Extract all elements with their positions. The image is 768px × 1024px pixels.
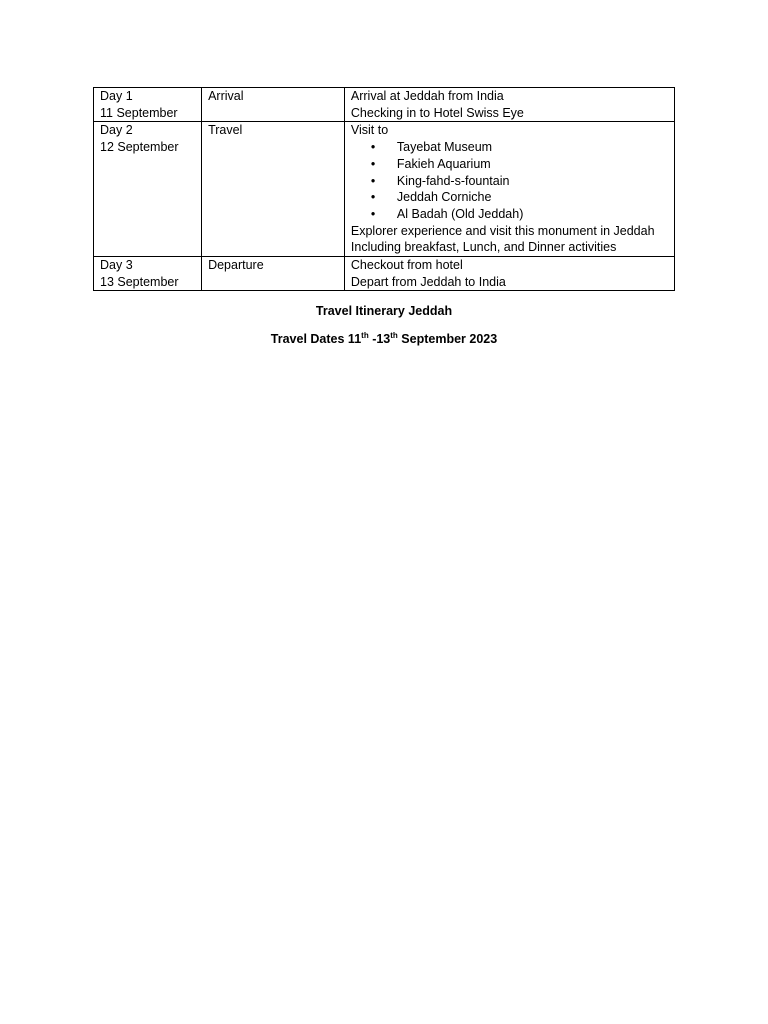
day-date: 12 September [100,140,179,155]
list-item [351,156,668,173]
travel-dates-mid: -13 [368,332,391,346]
bullet-icon: • [370,206,376,221]
stop-name: Jeddah Corniche [396,190,492,205]
list-item [351,189,668,206]
day-type: Arrival [208,89,244,103]
list-item [351,139,668,156]
bullet-icon: • [370,190,376,205]
detail-line: Depart from Jeddah to India [350,274,506,289]
detail-line: Including breakfast, Lunch, and Dinner activities [350,240,617,255]
day-cell [94,88,202,122]
bullet-icon: • [370,156,376,171]
table-row [94,88,675,122]
list-item [351,173,668,190]
details-cell [344,122,674,257]
details-cell [344,257,674,291]
stop-name: Al Badah (Old Jeddah) [396,206,524,221]
table-row [94,257,675,291]
stop-name: Tayebat Museum [396,140,493,155]
itinerary-table [93,87,675,291]
ordinal-suffix: th [361,331,369,340]
stop-name: Fakieh Aquarium [396,156,491,171]
travel-dates [0,332,768,346]
table-row [94,122,675,257]
detail-intro: Visit to [350,123,389,138]
list-item [351,206,668,223]
travel-dates-prefix: Travel Dates 11 [270,332,362,346]
day-label: Day 1 [100,89,133,103]
detail-line: Checkout from hotel [350,258,463,273]
day-label: Day 2 [100,123,133,138]
bullet-icon: • [370,140,376,155]
detail-line: Arrival at Jeddah from India [350,89,504,103]
type-cell [202,122,345,257]
day-date: 11 September [100,105,178,120]
day-label: Day 3 [100,258,133,273]
type-cell [202,88,345,122]
stop-name: King-fahd-s-fountain [396,173,510,188]
ordinal-suffix: th [390,331,398,340]
bullet-icon: • [370,173,376,188]
day-type: Departure [208,258,264,273]
details-cell [344,88,674,122]
day-cell [94,257,202,291]
day-cell [94,122,202,257]
travel-dates-suffix: September 2023 [397,332,498,346]
stops-list [351,139,668,223]
itinerary-title: Travel Itinerary Jeddah [315,304,453,318]
detail-line: Checking in to Hotel Swiss Eye [350,105,524,120]
day-date: 13 September [100,274,179,289]
type-cell [202,257,345,291]
detail-line: Explorer experience and visit this monument in Jeddah [350,223,655,238]
day-type: Travel [208,123,243,138]
